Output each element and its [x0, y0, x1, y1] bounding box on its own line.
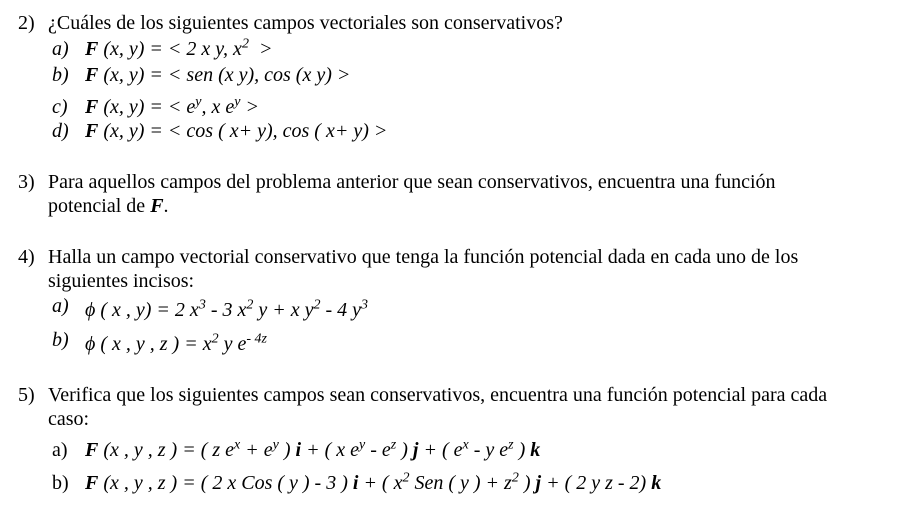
item-label: c)	[52, 96, 68, 118]
problem-text: Para aquellos campos del problema anterior que sean conservativos, encuentra una función	[48, 171, 776, 193]
item-formula: ϕ ( x , y , z ) = $x^2$ y $e^{- 4z}$	[85, 331, 267, 355]
problem-text: Halla un campo vectorial conservativo que tenga la función potencial dada en cada uno de los	[48, 246, 799, 268]
problem-text: potencial de F.	[48, 195, 169, 217]
problem-text: Verifica que los siguientes campos sean conservativos, encuentra una función potencial para cada	[48, 384, 828, 406]
item-label: a)	[52, 439, 68, 461]
item-label: b)	[52, 329, 69, 351]
problem-number: 3)	[18, 171, 35, 193]
item-formula: F (x , y , z ) = ( z $e^x + e^y$ ) i + ( x $e^y - e^z$ ) j + ( $e^x$ - y $e^z$ ) k	[85, 437, 541, 461]
item-label: a)	[52, 38, 69, 60]
item-formula: F (x, y) = < 2 x y, $x^2$ >	[85, 36, 273, 60]
problem-number: 4)	[18, 246, 35, 268]
item-formula: ϕ ( x , y) = 2 $x^3 - 3$ $x^2$ y + x $y^2 - 4$ $y^3$	[85, 297, 369, 321]
problem-number: 5)	[18, 384, 35, 406]
item-label: a)	[52, 295, 69, 317]
item-formula: F (x , y , z ) = ( 2 x Cos ( y ) - 3 ) i + ( $x^2$ Sen ( y ) + $z^2$ ) j + ( 2 y z - 2) k	[85, 470, 662, 494]
item-formula: F (x, y) = < $e^y$, x $e^y$ >	[85, 94, 259, 118]
item-formula: F (x, y) = < cos ( x+ y), cos ( x+ y) >	[85, 120, 388, 142]
item-label: b)	[52, 472, 69, 494]
problem-number: 2)	[18, 12, 35, 34]
problem-text: siguientes incisos:	[48, 270, 195, 292]
item-label: d)	[52, 120, 69, 142]
problem-text: caso:	[48, 408, 90, 430]
item-formula: F (x, y) = < sen (x y), cos (x y) >	[85, 64, 351, 86]
item-label: b)	[52, 64, 69, 86]
problem-text: ¿Cuáles de los siguientes campos vectoriales son conservativos?	[48, 12, 563, 34]
